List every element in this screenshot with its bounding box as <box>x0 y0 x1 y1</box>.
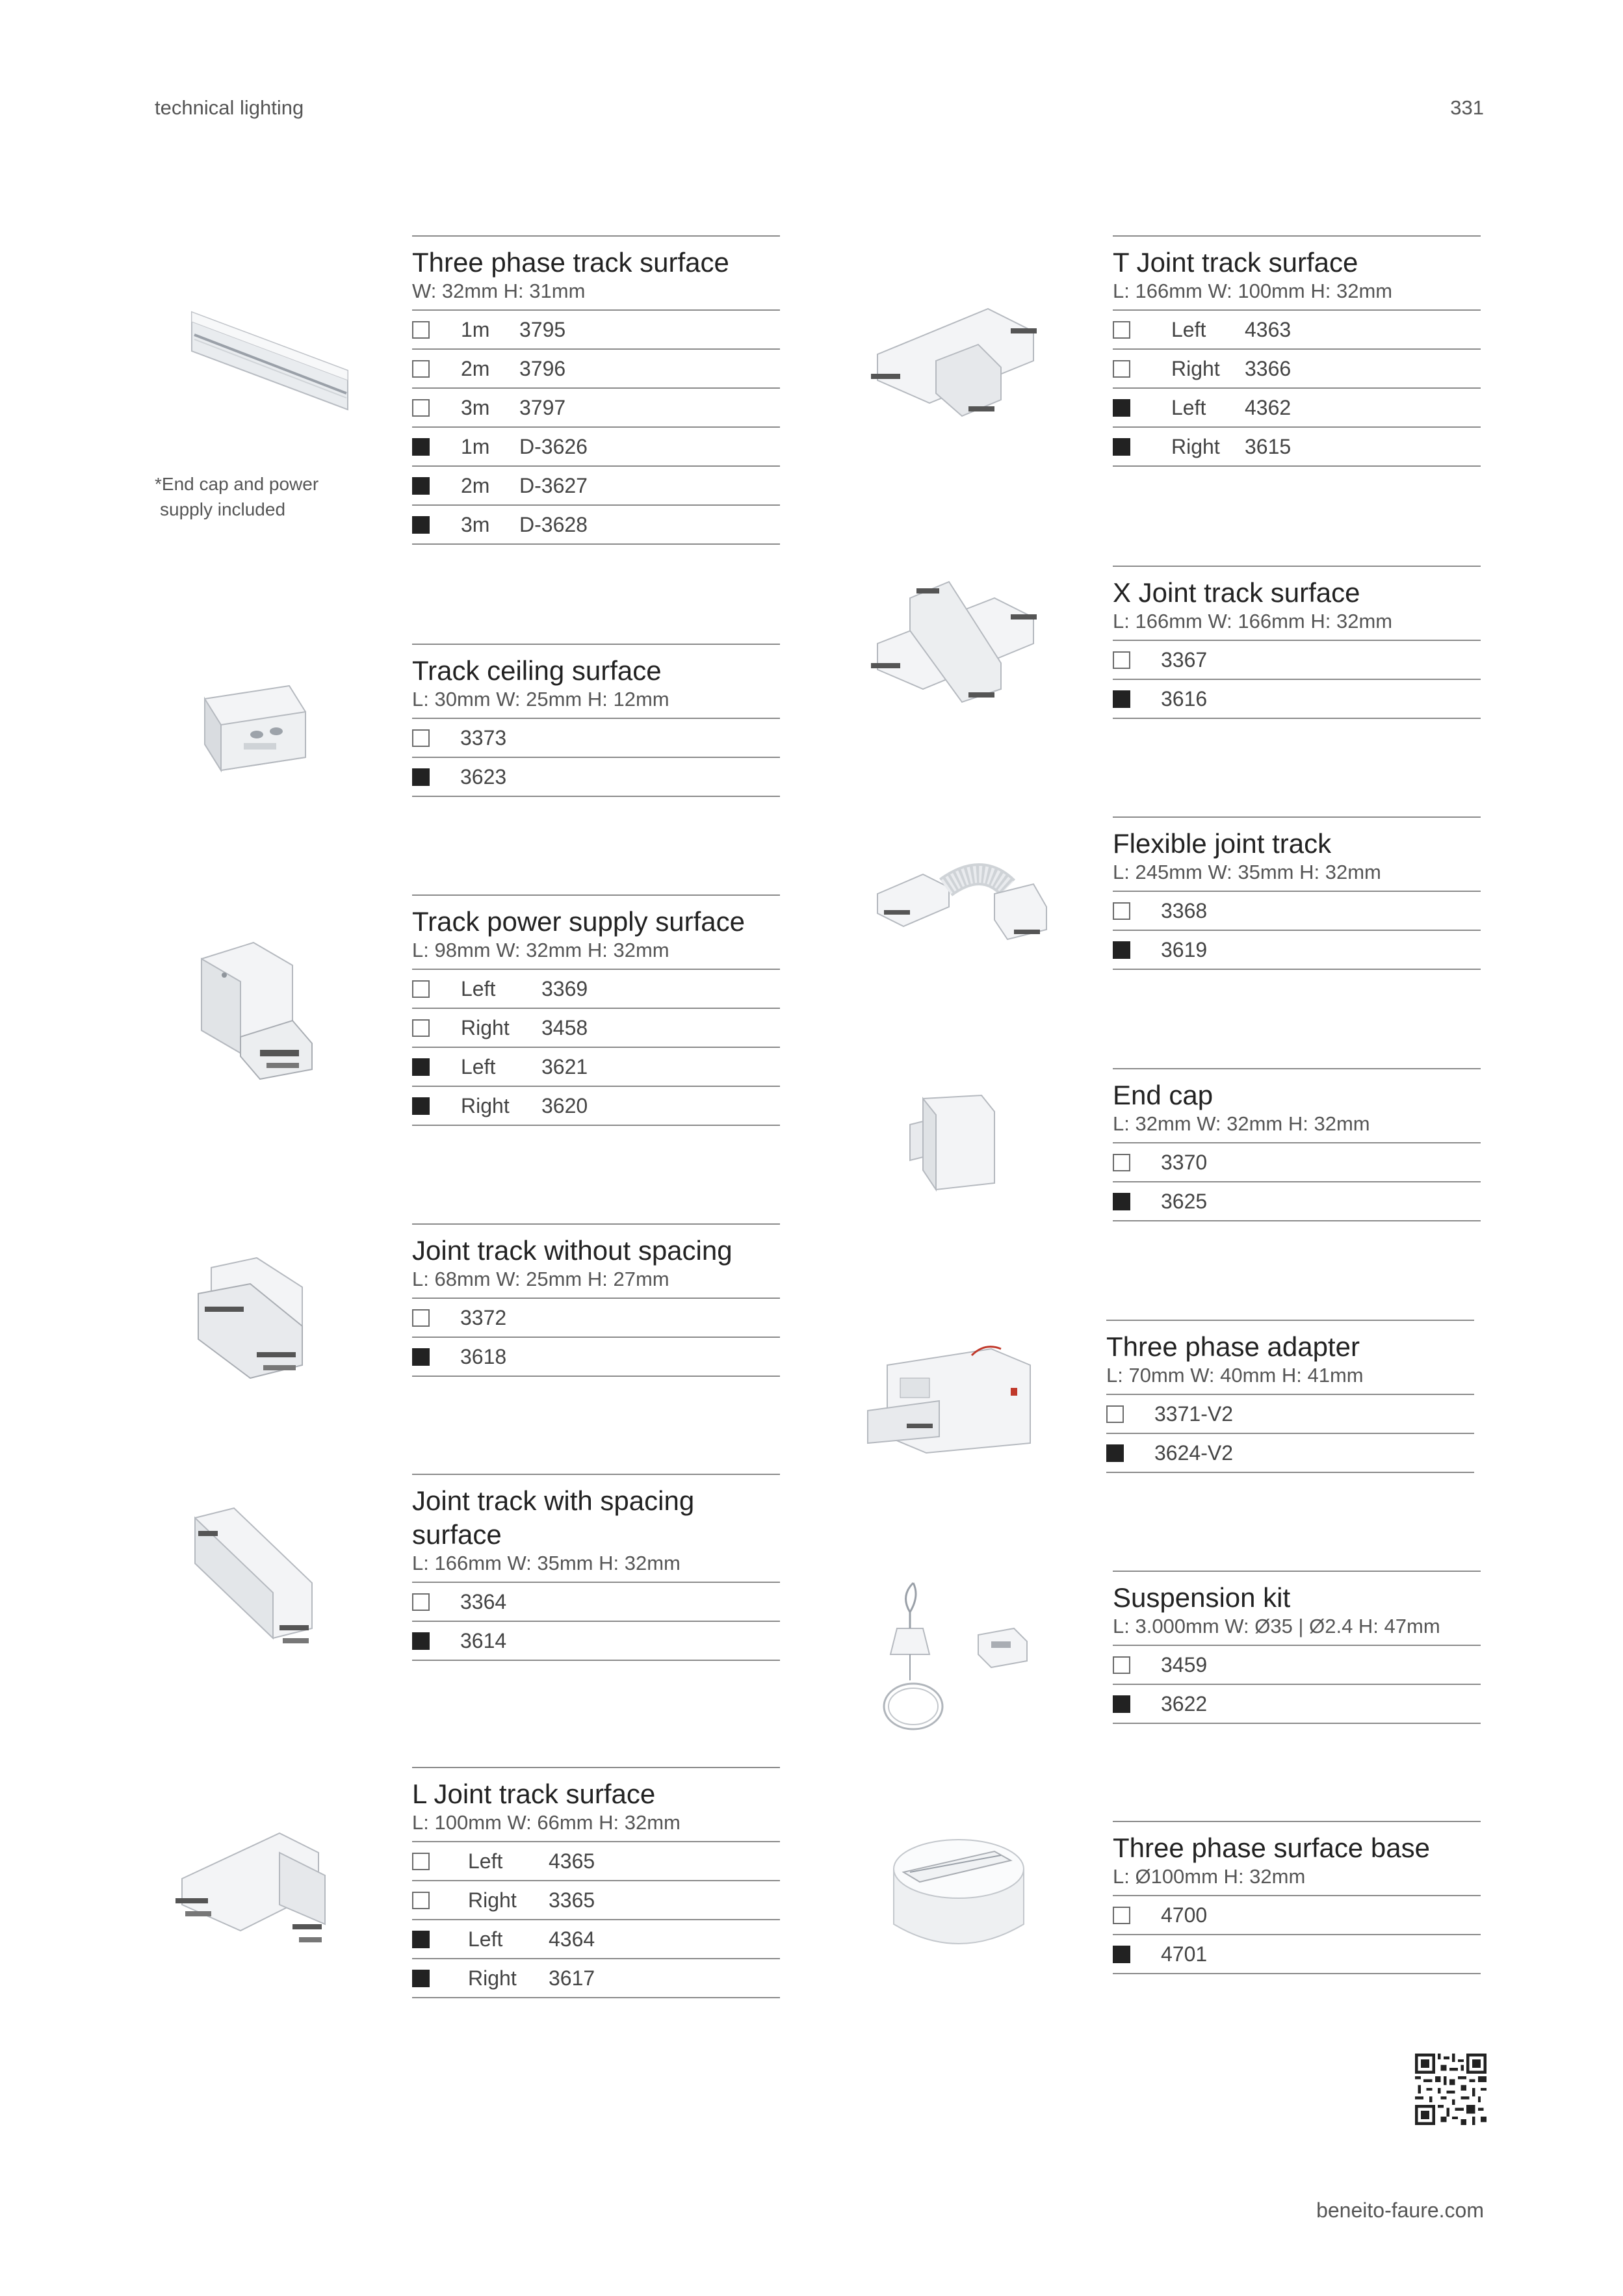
l-joint-track-image <box>169 1827 338 1957</box>
black-finish-swatch <box>412 1970 430 1987</box>
joint-track-with-spacing-image <box>188 1505 325 1654</box>
product-title: Track ceiling surface <box>412 655 662 686</box>
product-title: End cap <box>1113 1080 1214 1110</box>
qr-code[interactable] <box>1415 2054 1487 2125</box>
product-dimensions: L: 166mm W: 35mm H: 32mm <box>412 1552 780 1583</box>
black-finish-swatch <box>1113 1695 1130 1713</box>
white-finish-swatch <box>412 360 430 378</box>
black-finish-swatch <box>412 1931 430 1948</box>
white-finish-swatch <box>412 1853 430 1870</box>
side: Right <box>468 1966 517 1990</box>
variant-row <box>412 467 780 506</box>
length: 1m <box>461 317 490 341</box>
product-dimensions: L: 30mm W: 25mm H: 12mm <box>412 688 780 719</box>
product-l-joint-track-surface <box>412 1767 780 1998</box>
reference-code: 3618 <box>460 1344 507 1368</box>
variant-row <box>412 350 780 389</box>
product-dimensions: L: 166mm W: 166mm H: 32mm <box>1113 610 1481 641</box>
reference-code: D-3626 <box>519 434 588 458</box>
variant-row <box>1113 1935 1481 1974</box>
reference-code: 4363 <box>1245 317 1292 341</box>
end-cap-image <box>897 1086 1007 1203</box>
track-power-supply-image <box>195 939 318 1082</box>
note-line-1: *End cap and power <box>155 474 319 494</box>
product-title: Flexible joint track <box>1113 828 1332 859</box>
white-finish-swatch <box>1113 360 1130 378</box>
product-dimensions: L: 70mm W: 40mm H: 41mm <box>1106 1364 1474 1395</box>
side: Right <box>1171 356 1220 380</box>
product-title: Joint track without spacing <box>412 1235 733 1266</box>
product-title <box>412 1475 780 1552</box>
reference-code: 4701 <box>1161 1942 1208 1966</box>
side: Right <box>1171 434 1220 458</box>
reference-code: D-3628 <box>519 512 588 536</box>
reference-code: 3796 <box>519 356 566 380</box>
reference-code: 3795 <box>519 317 566 341</box>
side: Left <box>461 1054 496 1078</box>
reference-code: 4365 <box>549 1849 595 1873</box>
product-three-phase-track-surface <box>412 235 780 545</box>
reference-code: 3372 <box>460 1305 507 1329</box>
product-track-power-supply-surface <box>412 894 780 1126</box>
variant-row <box>412 311 780 350</box>
product-end-cap <box>1113 1068 1481 1221</box>
included-note <box>155 471 363 522</box>
variant-row <box>412 719 780 758</box>
white-finish-swatch <box>412 1309 430 1327</box>
variant-row <box>412 1583 780 1622</box>
black-finish-swatch <box>412 1632 430 1650</box>
variant-row <box>412 1009 780 1048</box>
reference-code: 3373 <box>460 725 507 750</box>
white-finish-swatch <box>412 1019 430 1037</box>
product-dimensions: L: 3.000mm W: Ø35 | Ø2.4 H: 47mm <box>1113 1615 1481 1646</box>
length: 3m <box>461 512 490 536</box>
product-t-joint-track-surface <box>1113 235 1481 467</box>
variant-row <box>1113 1182 1481 1221</box>
black-finish-swatch <box>1113 690 1130 708</box>
white-finish-swatch <box>412 1892 430 1909</box>
joint-track-without-spacing-image <box>192 1255 322 1391</box>
reference-code: 4700 <box>1161 1903 1208 1927</box>
variant-row <box>412 428 780 467</box>
product-dimensions: L: 100mm W: 66mm H: 32mm <box>412 1811 780 1842</box>
reference-code: 3616 <box>1161 686 1208 711</box>
three-phase-adapter-image <box>861 1339 1043 1456</box>
variant-row <box>1113 1896 1481 1935</box>
reference-code: 3619 <box>1161 937 1208 961</box>
side: Left <box>468 1849 503 1873</box>
white-finish-swatch <box>1113 902 1130 920</box>
three-phase-surface-base-image <box>884 1833 1033 1963</box>
variant-row <box>412 1299 780 1338</box>
variant-row <box>412 1920 780 1959</box>
product-dimensions: L: 245mm W: 35mm H: 32mm <box>1113 861 1481 892</box>
product-dimensions: L: 98mm W: 32mm H: 32mm <box>412 939 780 970</box>
variant-row <box>412 1842 780 1881</box>
title-line-2: surface <box>412 1519 502 1550</box>
white-finish-swatch <box>1113 1154 1130 1171</box>
reference-code: 3617 <box>549 1966 595 1990</box>
reference-code: 3364 <box>460 1589 507 1613</box>
three-phase-track-image <box>185 299 354 416</box>
track-ceiling-surface-image <box>192 673 315 777</box>
product-joint-track-without-spacing <box>412 1223 780 1377</box>
variant-row <box>412 1622 780 1661</box>
reference-code: 3371-V2 <box>1154 1402 1233 1426</box>
reference-code: 3623 <box>460 764 507 789</box>
white-finish-swatch <box>412 399 430 417</box>
reference-code: 3622 <box>1161 1691 1208 1715</box>
product-title: L Joint track surface <box>412 1779 656 1809</box>
title-line-1: Joint track with spacing <box>412 1485 695 1516</box>
reference-code: 4362 <box>1245 395 1292 419</box>
reference-code: D-3627 <box>519 473 588 497</box>
white-finish-swatch <box>412 321 430 339</box>
variant-row <box>1113 311 1481 350</box>
flexible-joint-track-image <box>871 848 1053 952</box>
product-title: X Joint track surface <box>1113 577 1360 608</box>
variant-row <box>1113 641 1481 680</box>
product-title: Three phase adapter <box>1106 1331 1360 1362</box>
side: Right <box>461 1093 510 1117</box>
white-finish-swatch <box>412 729 430 747</box>
product-dimensions: L: 68mm W: 25mm H: 27mm <box>412 1268 780 1299</box>
reference-code: 3614 <box>460 1628 507 1652</box>
reference-code: 3369 <box>541 976 588 1000</box>
product-title: Track power supply surface <box>412 906 745 937</box>
reference-code: 3621 <box>541 1054 588 1078</box>
variant-row <box>412 1087 780 1126</box>
variant-row <box>412 1338 780 1377</box>
variant-row <box>412 1881 780 1920</box>
reference-code: 3368 <box>1161 898 1208 922</box>
white-finish-swatch <box>412 1593 430 1611</box>
white-finish-swatch <box>1113 1656 1130 1674</box>
variant-row <box>412 1048 780 1087</box>
product-dimensions: L: 32mm W: 32mm H: 32mm <box>1113 1112 1481 1143</box>
product-title: Three phase track surface <box>412 247 729 278</box>
t-joint-track-image <box>864 296 1046 426</box>
product-joint-track-with-spacing-surface <box>412 1474 780 1661</box>
side: Left <box>468 1927 503 1951</box>
product-title: Three phase surface base <box>1113 1833 1430 1863</box>
black-finish-swatch <box>412 768 430 786</box>
variant-row <box>412 970 780 1009</box>
variant-row <box>1113 1143 1481 1182</box>
product-title: T Joint track surface <box>1113 247 1358 278</box>
length: 3m <box>461 395 490 419</box>
black-finish-swatch <box>1106 1444 1124 1462</box>
suspension-kit-image <box>871 1576 1040 1739</box>
variant-row <box>412 758 780 797</box>
website-url[interactable]: beneito-faure.com <box>1316 2198 1484 2222</box>
side: Left <box>461 976 496 1000</box>
black-finish-swatch <box>1113 438 1130 456</box>
note-line-2: supply included <box>160 499 286 519</box>
product-flexible-joint-track <box>1113 816 1481 970</box>
reference-code: 4364 <box>549 1927 595 1951</box>
reference-code: 3625 <box>1161 1189 1208 1213</box>
variant-row <box>1113 892 1481 931</box>
variant-row <box>412 506 780 545</box>
reference-code: 3458 <box>541 1015 588 1039</box>
white-finish-swatch <box>412 980 430 998</box>
reference-code: 3367 <box>1161 647 1208 672</box>
product-dimensions: L: Ø100mm H: 32mm <box>1113 1865 1481 1896</box>
variant-row <box>412 1959 780 1998</box>
side: Right <box>468 1888 517 1912</box>
side: Left <box>1171 395 1206 419</box>
variant-row <box>1113 428 1481 467</box>
length: 1m <box>461 434 490 458</box>
black-finish-swatch <box>1113 1946 1130 1963</box>
black-finish-swatch <box>1113 399 1130 417</box>
variant-row <box>1113 1685 1481 1724</box>
black-finish-swatch <box>412 477 430 495</box>
black-finish-swatch <box>1113 1193 1130 1210</box>
length: 2m <box>461 473 490 497</box>
reference-code: 3365 <box>549 1888 595 1912</box>
variant-row <box>1106 1434 1474 1473</box>
black-finish-swatch <box>412 1348 430 1366</box>
white-finish-swatch <box>1113 651 1130 669</box>
variant-row <box>1113 1646 1481 1685</box>
variant-row <box>1113 350 1481 389</box>
black-finish-swatch <box>1113 941 1130 959</box>
reference-code: 3624-V2 <box>1154 1441 1233 1465</box>
reference-code: 3797 <box>519 395 566 419</box>
product-suspension-kit <box>1113 1571 1481 1724</box>
reference-code: 3366 <box>1245 356 1292 380</box>
product-dimensions: W: 32mm H: 31mm <box>412 280 780 311</box>
black-finish-swatch <box>412 1097 430 1115</box>
page-number: 331 <box>1450 96 1484 119</box>
white-finish-swatch <box>1106 1405 1124 1423</box>
product-track-ceiling-surface <box>412 644 780 797</box>
reference-code: 3615 <box>1245 434 1292 458</box>
product-dimensions: L: 166mm W: 100mm H: 32mm <box>1113 280 1481 311</box>
side: Left <box>1171 317 1206 341</box>
product-title: Suspension kit <box>1113 1582 1291 1613</box>
black-finish-swatch <box>412 1058 430 1076</box>
side: Right <box>461 1015 510 1039</box>
length: 2m <box>461 356 490 380</box>
black-finish-swatch <box>412 438 430 456</box>
variant-row <box>1113 680 1481 719</box>
product-three-phase-adapter <box>1106 1320 1474 1473</box>
reference-code: 3620 <box>541 1093 588 1117</box>
white-finish-swatch <box>1113 1907 1130 1924</box>
variant-row <box>412 389 780 428</box>
section-title: technical lighting <box>155 96 304 119</box>
reference-code: 3459 <box>1161 1652 1208 1676</box>
variant-row <box>1106 1395 1474 1434</box>
white-finish-swatch <box>1113 321 1130 339</box>
product-three-phase-surface-base <box>1113 1821 1481 1974</box>
product-x-joint-track-surface <box>1113 566 1481 719</box>
variant-row <box>1113 931 1481 970</box>
x-joint-track-image <box>864 572 1046 709</box>
variant-row <box>1113 389 1481 428</box>
reference-code: 3370 <box>1161 1150 1208 1174</box>
black-finish-swatch <box>412 516 430 534</box>
